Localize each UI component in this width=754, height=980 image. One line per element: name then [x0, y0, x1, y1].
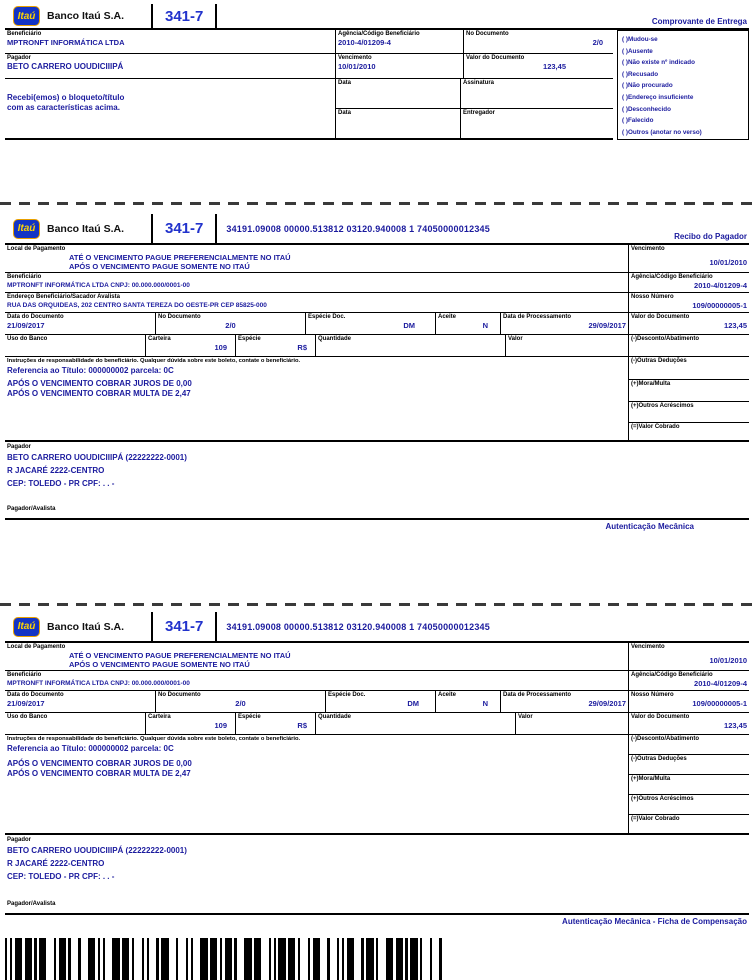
- comprovante-body: [5, 30, 749, 140]
- field-label: Valor: [508, 336, 523, 342]
- cell: [5, 643, 628, 670]
- field-data-processamento: [500, 691, 628, 712]
- field-value: 21/09/2017: [7, 699, 45, 708]
- pagador-block: [5, 835, 749, 899]
- field-especie: [235, 335, 315, 356]
- checklist-item: ( )Endereço insuficiente: [622, 93, 694, 101]
- section-ficha-compensacao: [5, 612, 749, 980]
- cell: [629, 671, 749, 690]
- itau-logo-icon: [13, 6, 40, 26]
- field-value: 21/09/2017: [7, 321, 45, 330]
- digitable-line: 34191.09008 00000.513812 03120.940008 1 74050000012345: [226, 223, 490, 234]
- field-label: Espécie: [238, 336, 261, 342]
- field-value: 109: [214, 343, 227, 352]
- pagador-address: R JACARÉ 2222-CENTRO: [7, 466, 105, 475]
- field-label: Beneficiário: [7, 274, 42, 280]
- field-label: Data: [338, 110, 352, 116]
- field-value: 109: [214, 721, 227, 730]
- table-row: [5, 691, 628, 713]
- comprovante-table: [5, 30, 613, 140]
- field-valor-cobrado: [629, 815, 749, 833]
- bank-code: 341-7: [151, 612, 217, 641]
- field-label: Beneficiário: [7, 31, 42, 37]
- cell: [629, 313, 749, 334]
- bank-name: Banco Itaú S.A.: [47, 620, 125, 633]
- checklist-item: ( )Não procurado: [622, 82, 673, 90]
- ficha-table: [5, 643, 749, 835]
- field-value: N: [482, 699, 488, 708]
- pagador-cep: CEP: TOLEDO - PR CPF: . . -: [7, 479, 115, 488]
- table-row: [5, 30, 613, 54]
- field-label: (-)Desconto/Abatimento: [631, 336, 699, 342]
- field-value: DM: [407, 699, 419, 708]
- table-row: [5, 335, 628, 357]
- cell: [629, 643, 749, 670]
- barcode: [5, 938, 445, 980]
- itau-logo-icon: [13, 617, 40, 637]
- itau-logo-icon: [13, 219, 40, 239]
- field-value: R$: [297, 721, 307, 730]
- recebi-line1: Recebi(emos) o bloqueto/título: [7, 93, 125, 102]
- table-row: [5, 713, 628, 735]
- delivery-checklist: [617, 30, 749, 140]
- cell: [629, 713, 749, 734]
- field-agencia-codigo: [629, 671, 749, 691]
- field-instrucoes: [5, 357, 628, 440]
- field-uso-banco: [5, 335, 145, 356]
- field-vencimento: [629, 643, 749, 671]
- checklist-item: ( )Não existe nº indicado: [622, 59, 695, 67]
- field-data-documento: [5, 691, 155, 712]
- field-value: 10/01/2010: [338, 62, 376, 71]
- instruction-line: APÓS O VENCIMENTO COBRAR MULTA DE 2,47: [7, 769, 191, 778]
- field-value: 2010-4/01209-4: [694, 281, 747, 290]
- cell: [629, 245, 749, 272]
- field-label: Data do Documento: [7, 692, 64, 698]
- field-label: Valor do Documento: [631, 314, 690, 320]
- cell: [629, 735, 749, 754]
- field-label: (-)Outras Deduções: [631, 756, 687, 762]
- field-label: Nosso Número: [631, 294, 674, 300]
- table-row: [5, 313, 628, 335]
- field-value: 29/09/2017: [588, 699, 626, 708]
- field-agencia-codigo: [629, 273, 749, 293]
- instruction-line: APÓS O VENCIMENTO COBRAR JUROS DE 0,00: [7, 759, 192, 768]
- field-label: Agência/Código Beneficiário: [631, 274, 713, 280]
- autenticacao-mecanica-ficha: Autenticação Mecânica - Ficha de Compensação: [562, 917, 747, 926]
- local-line1: ATÉ O VENCIMENTO PAGUE PREFERENCIALMENTE NO ITAÚ: [69, 651, 291, 660]
- recebi-text: [5, 79, 335, 138]
- field-beneficiario: [5, 30, 335, 53]
- field-label: Espécie Doc.: [328, 692, 366, 698]
- signature-grid: [335, 79, 613, 138]
- field-label: Vencimento: [631, 246, 665, 252]
- section-recibo-pagador: [5, 214, 749, 531]
- cell: [5, 671, 628, 690]
- field-label: Instruções de responsabilidade do beneficiário. Qualquer dúvida sobre este boleto, contate o beneficiário.: [7, 358, 301, 364]
- field-value: BETO CARRERO UOUDICIIIPÁ: [7, 62, 124, 71]
- field-label: (=)Valor Cobrado: [631, 424, 680, 430]
- field-label: Instruções de responsabilidade do beneficiário. Qualquer dúvida sobre este boleto, contate o beneficiário.: [7, 736, 301, 742]
- cell: [5, 245, 628, 272]
- field-valor: [505, 335, 628, 356]
- recebi-line2: com as características acima.: [7, 103, 120, 112]
- cell: [629, 273, 749, 292]
- field-label: (+)Outros Acréscimos: [631, 796, 694, 802]
- field-mora-multa: [629, 380, 749, 402]
- field-carteira: [145, 713, 235, 734]
- field-aceite: [435, 691, 500, 712]
- logo-text: Itaú: [17, 223, 36, 234]
- field-label: Carteira: [148, 714, 171, 720]
- cut-line: [0, 603, 754, 606]
- field-label: No Documento: [466, 31, 509, 37]
- field-carteira: [145, 335, 235, 356]
- field-outras-deducoes: [629, 357, 749, 380]
- logo-text: Itaú: [17, 10, 36, 22]
- cell: [629, 293, 749, 312]
- bank-name: Banco Itaú S.A.: [47, 10, 125, 22]
- field-endereco-beneficiario: [5, 293, 628, 313]
- field-assinatura: [460, 79, 613, 109]
- field-quantidade: [315, 713, 515, 734]
- field-value: 2010-4/01209-4: [338, 38, 391, 47]
- cell: [629, 755, 749, 774]
- pagador-avalista-row: [5, 504, 749, 520]
- field-valor-documento: [629, 313, 749, 335]
- table-right-column: [628, 643, 749, 833]
- recibo-table: [5, 245, 749, 442]
- field-label: (-)Desconto/Abatimento: [631, 736, 699, 742]
- header-row: [5, 214, 749, 245]
- field-value: N: [482, 321, 488, 330]
- checklist-item: ( )Recusado: [622, 70, 659, 78]
- field-label: Local de Pagamento: [7, 644, 66, 650]
- field-local-pagamento: [5, 245, 628, 273]
- field-label: Data do Documento: [7, 314, 64, 320]
- field-nosso-numero: [629, 691, 749, 713]
- table-row: [5, 79, 613, 140]
- bank-code: 341-7: [151, 4, 217, 28]
- cell: [5, 293, 628, 312]
- field-value: DM: [403, 321, 415, 330]
- header-row: [5, 612, 749, 643]
- field-label: (+)Mora/Multa: [631, 776, 671, 782]
- field-label: Local de Pagamento: [7, 246, 66, 252]
- bank-code: 341-7: [151, 214, 217, 243]
- local-line1: ATÉ O VENCIMENTO PAGUE PREFERENCIALMENTE NO ITAÚ: [69, 253, 291, 262]
- field-especie: [235, 713, 315, 734]
- checklist-item: ( )Mudou-se: [622, 36, 658, 43]
- field-value: 123,45: [724, 721, 747, 730]
- pagador-address: R JACARÉ 2222-CENTRO: [7, 859, 105, 868]
- field-quantidade: [315, 335, 505, 356]
- digitable-line: 34191.09008 00000.513812 03120.940008 1 74050000012345: [226, 621, 490, 632]
- cell: [629, 402, 749, 422]
- field-label: Vencimento: [631, 644, 665, 650]
- field-value: 2/0: [235, 699, 246, 708]
- field-data-processamento: [500, 313, 628, 334]
- field-value: 2/0: [592, 38, 603, 47]
- table-right-column: [628, 245, 749, 440]
- field-nosso-numero: [629, 293, 749, 313]
- cell: [629, 691, 749, 712]
- section-comprovante-entrega: [5, 4, 749, 140]
- field-data-documento: [5, 313, 155, 334]
- field-label: Data de Processamento: [503, 692, 572, 698]
- field-label: Nosso Número: [631, 692, 674, 698]
- field-valor-documento: [629, 713, 749, 735]
- field-label: Pagador: [7, 837, 32, 843]
- table-left-column: [5, 245, 628, 440]
- field-label: (+)Outros Acréscimos: [631, 403, 694, 409]
- field-label: Aceite: [438, 314, 457, 320]
- field-local-pagamento: [5, 643, 628, 671]
- field-value: 10/01/2010: [709, 258, 747, 267]
- field-data: [335, 79, 460, 109]
- field-agencia-codigo: [335, 30, 463, 53]
- field-valor-cobrado: [629, 423, 749, 440]
- field-label: No Documento: [158, 692, 201, 698]
- cell: [629, 775, 749, 794]
- cell: [629, 795, 749, 814]
- logo-text: Itaú: [17, 621, 36, 632]
- field-beneficiario: [5, 671, 628, 691]
- field-label: Data: [338, 80, 352, 86]
- field-label: Agência/Código Beneficiário: [338, 31, 420, 37]
- header-row: [5, 4, 749, 30]
- field-data-2: [335, 109, 460, 140]
- field-vencimento: [335, 54, 463, 78]
- field-label: Assinatura: [463, 80, 495, 86]
- field-label: Espécie Doc.: [308, 314, 346, 320]
- field-desconto: [629, 335, 749, 357]
- field-label: Quantidade: [318, 714, 352, 720]
- field-desconto: [629, 735, 749, 755]
- cell: [629, 335, 749, 356]
- field-value: 2010-4/01209-4: [694, 679, 747, 688]
- field-label: Entregador: [463, 110, 496, 116]
- field-beneficiario: [5, 273, 628, 293]
- field-value: 29/09/2017: [588, 321, 626, 330]
- field-valor-documento: [463, 54, 613, 78]
- field-value: 123,45: [543, 62, 566, 71]
- field-no-documento: [155, 313, 305, 334]
- field-value: 10/01/2010: [709, 656, 747, 665]
- field-label: Aceite: [438, 692, 457, 698]
- field-label: (+)Mora/Multa: [631, 381, 671, 387]
- field-label: Valor do Documento: [466, 55, 525, 61]
- field-label: Pagador: [7, 55, 32, 61]
- field-label: Quantidade: [318, 336, 352, 342]
- field-value: 109/00000005-1: [692, 301, 747, 310]
- checklist-item: ( )Outros (anotar no verso): [622, 128, 702, 136]
- field-label: Vencimento: [338, 55, 372, 61]
- field-value: R$: [297, 343, 307, 352]
- instruction-line: APÓS O VENCIMENTO COBRAR MULTA DE 2,47: [7, 389, 191, 398]
- field-mora-multa: [629, 775, 749, 795]
- local-line2: APÓS O VENCIMENTO PAGUE SOMENTE NO ITAÚ: [69, 660, 250, 669]
- field-label: Data de Processamento: [503, 314, 572, 320]
- field-uso-banco: [5, 713, 145, 734]
- field-value: MPTRONFT INFORMÁTICA LTDA CNPJ: 00.000.000/0001-00: [7, 680, 190, 687]
- field-label: Valor do Documento: [631, 714, 690, 720]
- cell: [629, 357, 749, 379]
- instruction-line: APÓS O VENCIMENTO COBRAR JUROS DE 0,00: [7, 379, 192, 388]
- section-title: Comprovante de Entrega: [651, 17, 747, 26]
- field-label: No Documento: [158, 314, 201, 320]
- checklist-item: ( )Falecido: [622, 117, 654, 125]
- field-label: Beneficiário: [7, 672, 42, 678]
- field-label: Espécie: [238, 714, 261, 720]
- pagador-block: [5, 442, 749, 504]
- field-label: Uso do Banco: [7, 336, 48, 342]
- bank-name: Banco Itaú S.A.: [47, 222, 125, 235]
- field-label: Endereço Beneficiário/Sacador Avalista: [7, 294, 120, 300]
- field-valor: [515, 713, 628, 734]
- field-value: 123,45: [724, 321, 747, 330]
- pagador-name: BETO CARRERO UOUDICIIIPÁ (22222222-0001): [7, 453, 187, 462]
- field-no-documento: [463, 30, 613, 53]
- field-no-documento: [155, 691, 325, 712]
- field-value: 109/00000005-1: [692, 699, 747, 708]
- field-entregador: [460, 109, 613, 140]
- local-line2: APÓS O VENCIMENTO PAGUE SOMENTE NO ITAÚ: [69, 262, 250, 271]
- field-vencimento: [629, 245, 749, 273]
- field-outros-acrescimos: [629, 795, 749, 815]
- section-title: Recibo do Pagador: [674, 232, 747, 241]
- field-value: MPTRONFT INFORMÁTICA LTDA: [7, 38, 125, 47]
- cell: [629, 380, 749, 401]
- table-row: [5, 54, 613, 79]
- instruction-line: Referencia ao Título: 000000002 parcela: 0C: [7, 744, 174, 753]
- field-value: RUA DAS ORQUIDEAS, 202 CENTRO SANTA TEREZA DO OESTE-PR CEP 85825-000: [7, 302, 267, 309]
- checklist-item: ( )Desconhecido: [622, 105, 671, 113]
- cut-line: [0, 202, 754, 205]
- field-label: Pagador: [7, 444, 32, 450]
- pagador-name: BETO CARRERO UOUDICIIIPÁ (22222222-0001): [7, 846, 187, 855]
- instruction-line: Referencia ao Título: 000000002 parcela: 0C: [7, 366, 174, 375]
- field-label: (=)Valor Cobrado: [631, 816, 680, 822]
- field-value: 2/0: [225, 321, 236, 330]
- pagador-cep: CEP: TOLEDO - PR CPF: . . -: [7, 872, 115, 881]
- field-outros-acrescimos: [629, 402, 749, 423]
- checklist-item: ( )Ausente: [622, 47, 653, 55]
- field-label: Agência/Código Beneficiário: [631, 672, 713, 678]
- field-value: MPTRONFT INFORMÁTICA LTDA CNPJ: 00.000.000/0001-00: [7, 282, 190, 289]
- pagador-avalista-row: [5, 899, 749, 915]
- autenticacao-mecanica: Autenticação Mecânica: [605, 522, 694, 531]
- field-label: Valor: [518, 714, 533, 720]
- field-pagador: [5, 54, 335, 78]
- cell: [5, 273, 628, 292]
- field-especie-doc: [325, 691, 435, 712]
- field-outras-deducoes: [629, 755, 749, 775]
- field-aceite: [435, 313, 500, 334]
- field-label: (-)Outras Deduções: [631, 358, 687, 364]
- field-label: Pagador/Avalista: [7, 901, 56, 907]
- field-especie-doc: [305, 313, 435, 334]
- field-label: Pagador/Avalista: [7, 506, 56, 512]
- table-left-column: [5, 643, 628, 833]
- field-label: Carteira: [148, 336, 171, 342]
- field-label: Uso do Banco: [7, 714, 48, 720]
- field-instrucoes: [5, 735, 628, 833]
